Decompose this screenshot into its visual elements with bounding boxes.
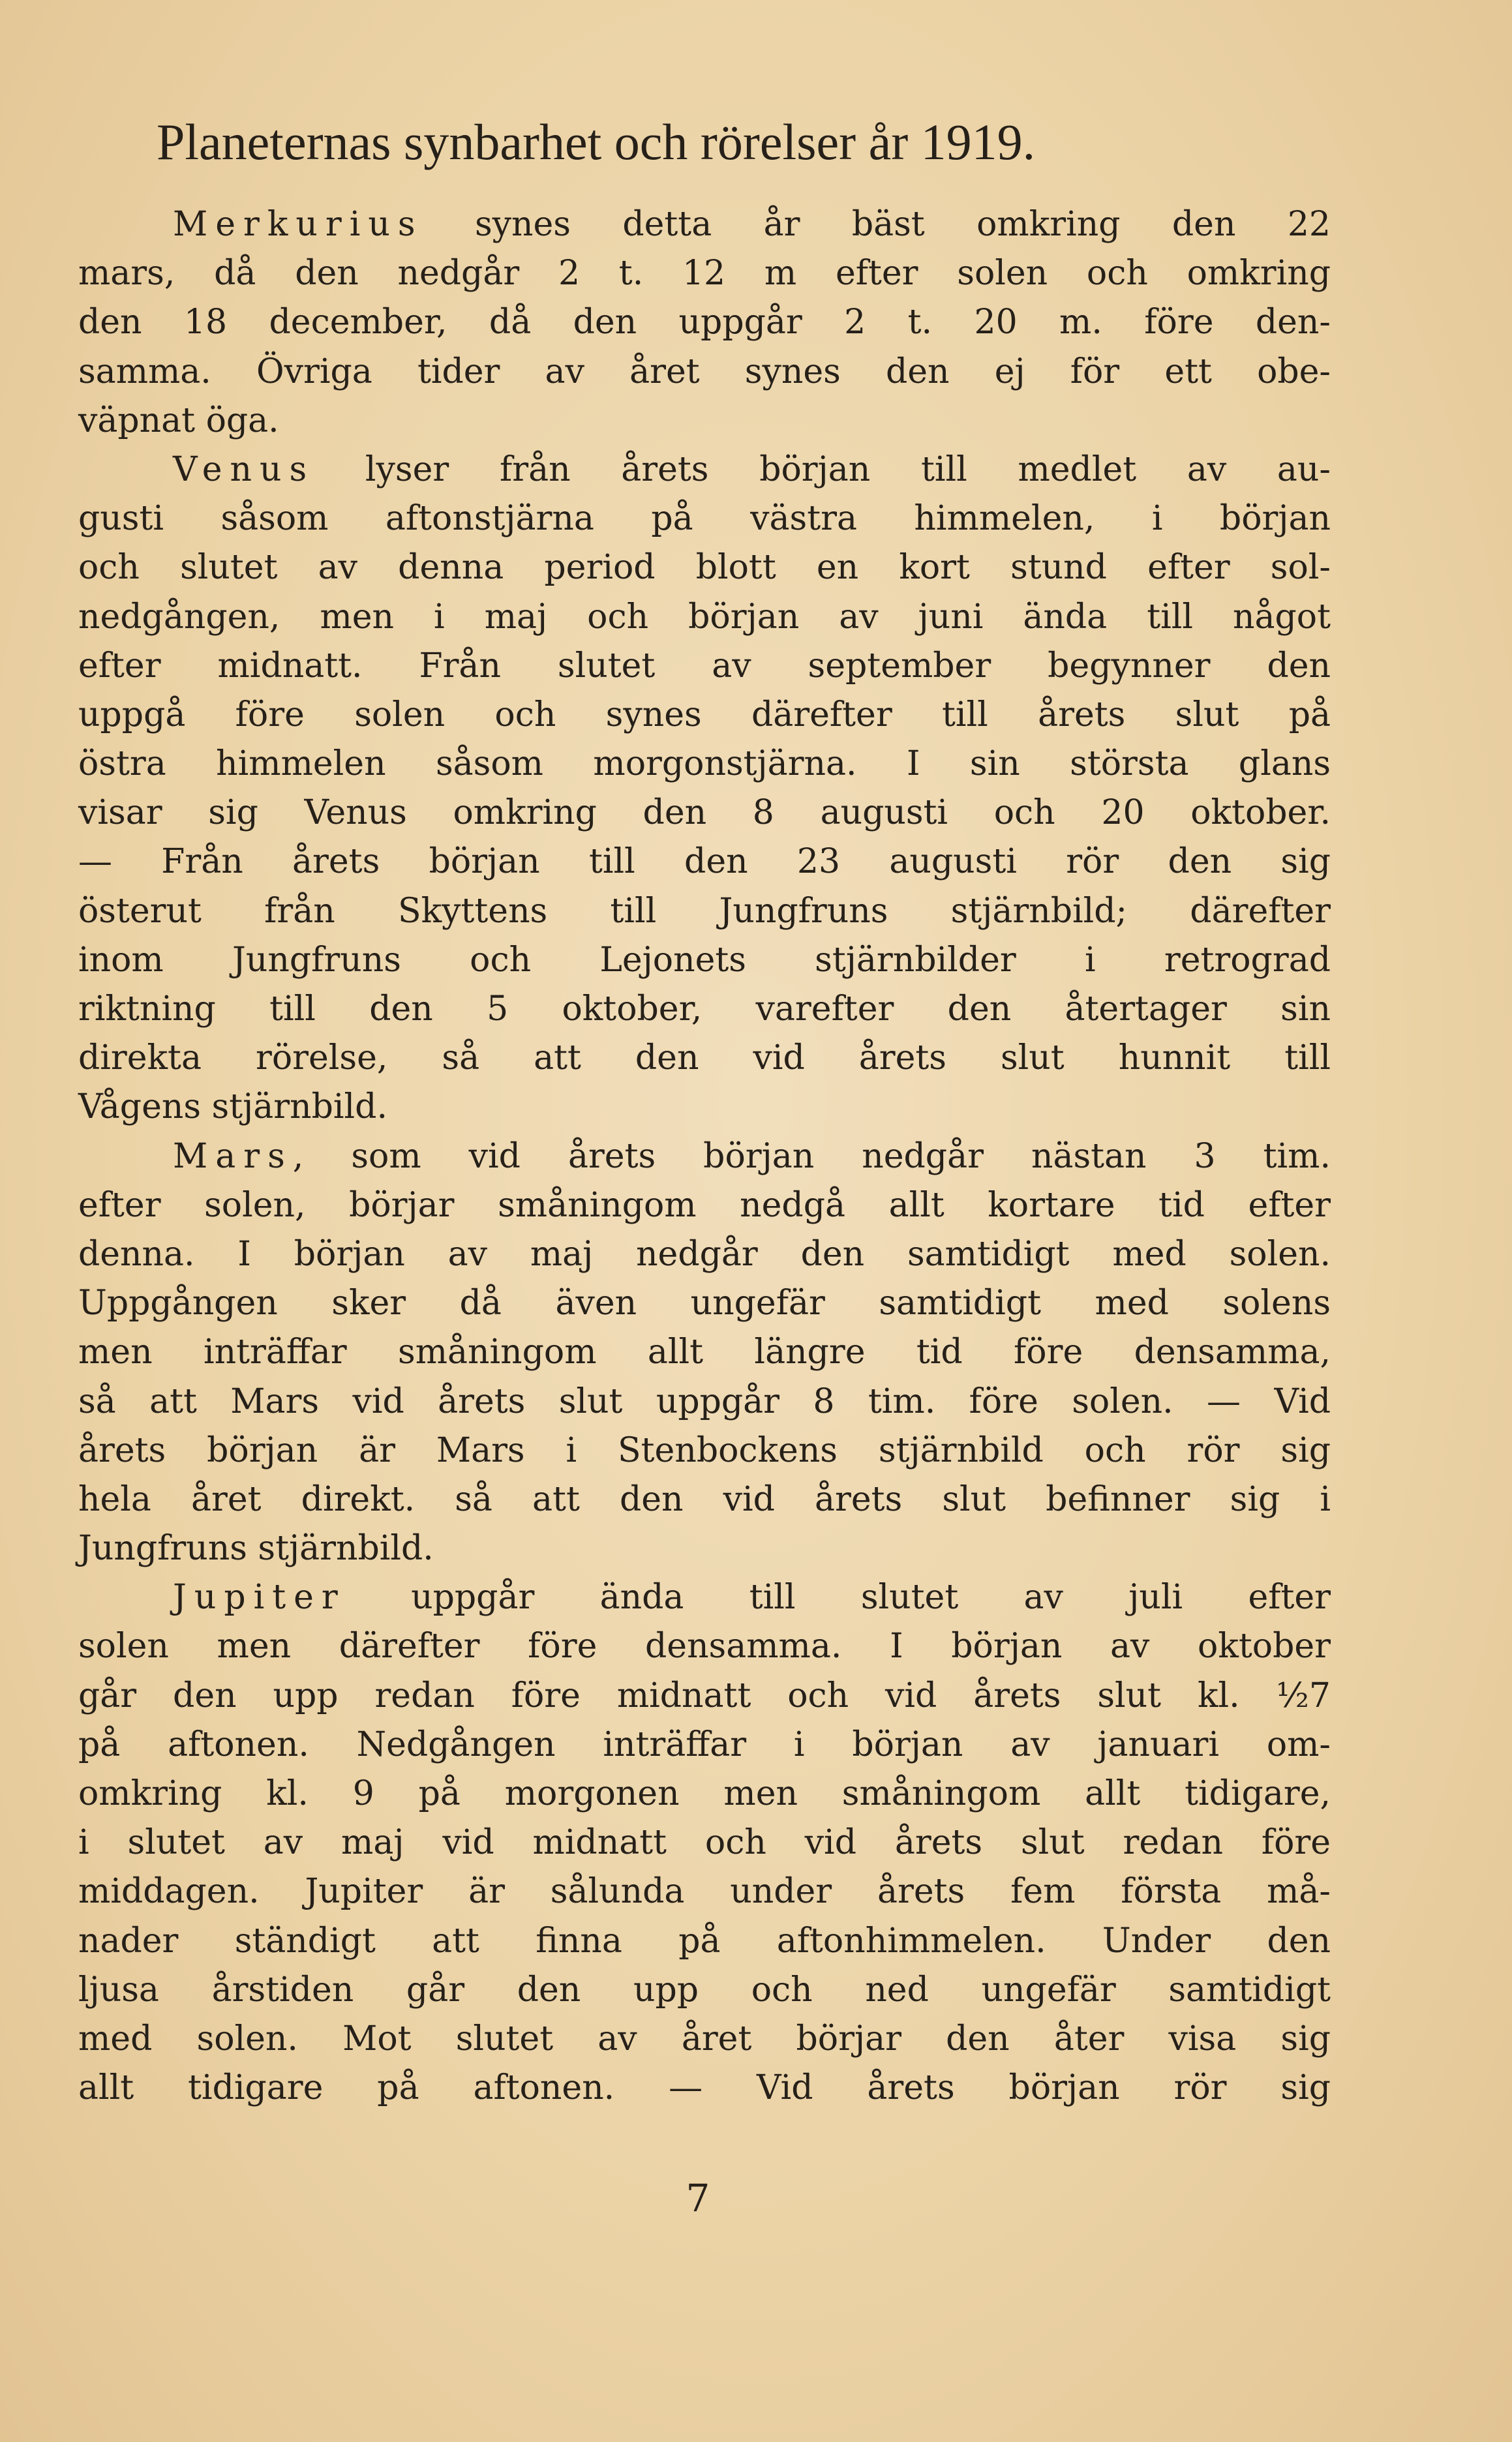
planet-name: Venus — [173, 449, 315, 489]
text-line: Jungfruns stjärnbild. — [78, 1529, 434, 1569]
planet-name: Merkurius — [173, 205, 423, 244]
text-line — [78, 200, 1331, 249]
text-line: denna. I början av maj nedgår den samtidigt med solen. — [78, 1234, 1331, 1274]
text-line: den 18 december, då den uppgår 2 t. 20 m. före den- — [78, 303, 1331, 342]
text-line: så att Mars vid årets slut uppgår 8 tim. före solen. — Vid — [78, 1381, 1331, 1421]
text-line: solen men därefter före densamma. I början av oktober — [78, 1627, 1331, 1666]
text-line: visar sig Venus omkring den 8 augusti och 20 oktober. — [78, 793, 1331, 833]
text-line: ljusa årstiden går den upp och ned ungefär samtidigt — [78, 1970, 1331, 2010]
planet-name: Mars — [173, 1136, 293, 1176]
paragraph-venus — [78, 445, 1331, 1132]
text-line: efter solen, börjar småningom nedgå allt kortare tid efter — [78, 1185, 1331, 1225]
paragraph-merkurius — [78, 200, 1331, 445]
text-line: nader ständigt att finna på aftonhimmelen. Under den — [78, 1921, 1331, 1961]
text-line: med solen. Mot slutet av året börjar den åter visa sig — [78, 2019, 1331, 2058]
text-line: går den upp redan före midnatt och vid årets slut kl. ½7 — [78, 1676, 1331, 1715]
text-line — [78, 1132, 1331, 1181]
text-line: väpnat öga. — [78, 400, 279, 440]
text-line — [78, 445, 1331, 494]
text-line — [78, 1573, 1331, 1622]
line-text: , som vid årets början nedgår nästan 3 tim. — [292, 1136, 1331, 1176]
text-line: men inträffar småningom allt längre tid före densamma, — [78, 1333, 1331, 1372]
line-text: synes detta år bäst omkring den 22 — [423, 205, 1331, 244]
text-line: omkring kl. 9 på morgonen men småningom allt tidigare, — [78, 1774, 1331, 1813]
text-line: allt tidigare på aftonen. — Vid årets början rör sig — [78, 2068, 1331, 2108]
text-line: Vågens stjärnbild. — [78, 1087, 387, 1127]
text-line: östra himmelen såsom morgonstjärna. I sin största glans — [78, 744, 1331, 784]
text-line: riktning till den 5 oktober, varefter den återtager sin — [78, 989, 1331, 1029]
text-line: årets början är Mars i Stenbockens stjärnbild och rör sig — [78, 1430, 1331, 1470]
text-line: direkta rörelse, så att den vid årets slut hunnit till — [78, 1038, 1331, 1078]
text-line: i slutet av maj vid midnatt och vid årets slut redan före — [78, 1823, 1331, 1863]
text-line: gusti såsom aftonstjärna på västra himmelen, i början — [78, 499, 1331, 539]
paragraph-mars — [78, 1132, 1331, 1574]
text-line: Uppgången sker då även ungefär samtidigt med solens — [78, 1284, 1331, 1323]
line-text: uppgår ända till slutet av juli efter — [345, 1578, 1331, 1618]
page-title: Planeternas synbarhet och rörelser år 1919. — [157, 113, 1036, 170]
text-line: samma. Övriga tider av året synes den ej för ett obe- — [78, 352, 1331, 391]
text-line: uppgå före solen och synes därefter till årets slut på — [78, 695, 1331, 734]
planet-name: Jupiter — [173, 1578, 346, 1618]
text-line: efter midnatt. Från slutet av september begynner den — [78, 646, 1331, 686]
page-number: 7 — [686, 2176, 710, 2220]
text-line: inom Jungfruns och Lejonets stjärnbilder i retrograd — [78, 940, 1331, 980]
text-line: middagen. Jupiter är sålunda under årets fem första må- — [78, 1872, 1331, 1912]
text-line: på aftonen. Nedgången inträffar i början av januari om- — [78, 1725, 1331, 1764]
text-line: hela året direkt. så att den vid årets slut befinner sig i — [78, 1479, 1331, 1519]
text-line: mars, då den nedgår 2 t. 12 m efter solen och omkring — [78, 254, 1331, 294]
text-line: nedgången, men i maj och början av juni ända till något — [78, 597, 1331, 637]
text-line: — Från årets början till den 23 augusti rör den sig — [78, 842, 1331, 882]
paragraph-jupiter — [78, 1573, 1331, 2113]
text-line: österut från Skyttens till Jungfruns stjärnbild; därefter — [78, 891, 1331, 931]
body-text — [78, 200, 1331, 2113]
text-line: och slutet av denna period blott en kort stund efter sol- — [78, 548, 1331, 588]
line-text: lyser från årets början till medlet av au- — [314, 449, 1331, 489]
